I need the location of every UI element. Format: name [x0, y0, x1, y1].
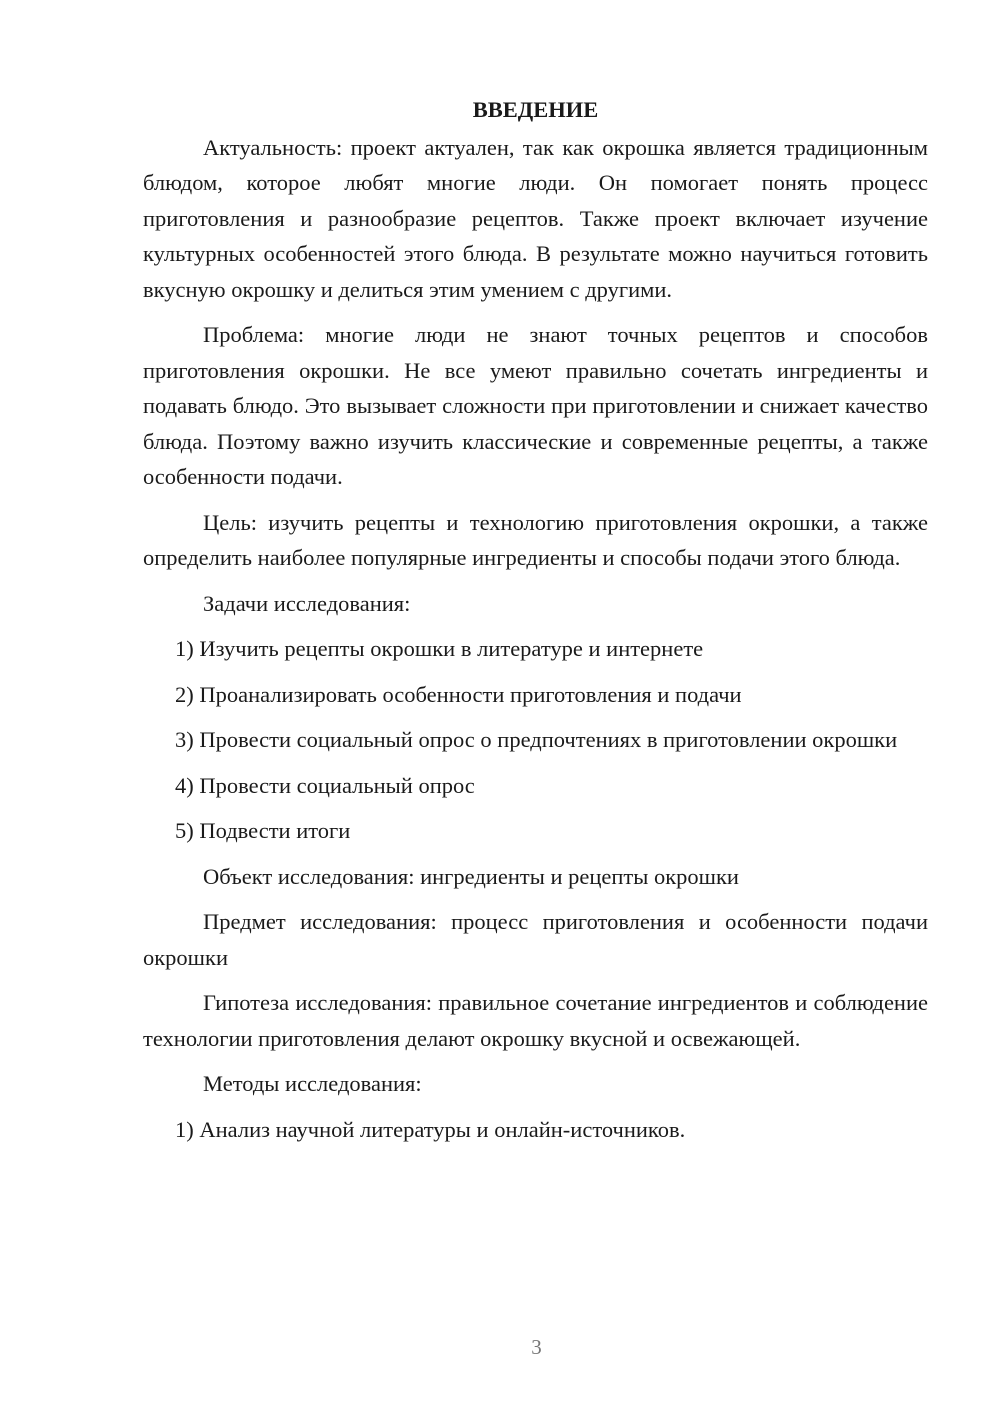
task-item-3: 3) Провести социальный опрос о предпочтениях в приготовлении окрошки	[175, 727, 898, 752]
task-item-4: 4) Провести социальный опрос	[175, 772, 475, 798]
task-item-2: 2) Проанализировать особенности приготовления и подачи	[175, 681, 742, 707]
page-title: ВВЕДЕНИЕ	[472, 97, 599, 122]
problem-paragraph: Проблема: многие люди не знают точных рецептов и способов приготовления окрошки. Не все умеют правильно сочетать ингредиенты и подавать блюдо. Это вызывает сложности при приготовлении и снижает качество блюда. Поэтому важно изучить классические и современные рецепты, а также особенности подачи.	[143, 322, 928, 489]
task-item-1: 1) Изучить рецепты окрошки в литературе и интернете	[175, 636, 704, 661]
goal-paragraph: Цель: изучить рецепты и технологию приготовления окрошки, а также определить наиболее популярные ингредиенты и способы подачи этого блюда.	[143, 509, 928, 570]
relevance-paragraph: Актуальность: проект актуален, так как окрошка является традиционным блюдом, которое любят многие люди. Он помогает понять процесс приготовления и разнообразие рецептов. Также проект включает изучение культурных особенностей этого блюда. В результате можно научиться готовить вкусную окрошку и делиться этим умением с другими.	[143, 134, 928, 302]
subject-paragraph: Предмет исследования: процесс приготовления и особенности подачи окрошки	[143, 909, 928, 970]
method-item-1: 1) Анализ научной литературы и онлайн-источников.	[175, 1116, 686, 1142]
page-content	[143, 92, 928, 1157]
tasks-heading: Задачи исследования:	[203, 590, 411, 616]
task-item-5: 5) Подвести итоги	[175, 818, 351, 843]
hypothesis-paragraph: Гипотеза исследования: правильное сочетание ингредиентов и соблюдение технологии приготовления делают окрошку вкусной и освежающей.	[143, 990, 928, 1051]
page-number: 3	[531, 1335, 542, 1359]
methods-heading: Методы исследования:	[203, 1071, 422, 1096]
object-paragraph: Объект исследования: ингредиенты и рецепты окрошки	[203, 863, 739, 889]
